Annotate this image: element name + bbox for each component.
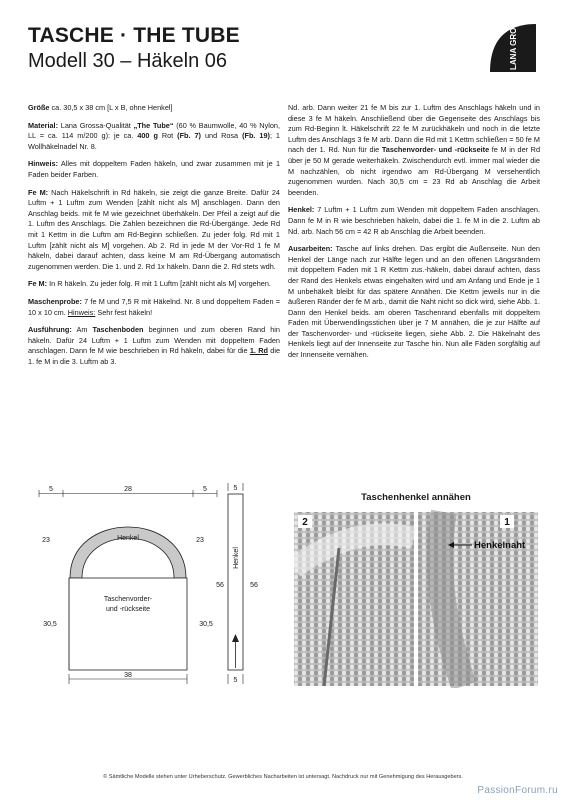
- gauge-text: 7 fe M und 7,5 R mit Häkelnd. Nr. 8 und doppeltem Faden = 10 x 10 cm.: [28, 296, 280, 317]
- strap-dim-left: 56: [216, 582, 224, 589]
- strap-label: Henkel: [233, 547, 240, 569]
- execution-text: Am: [71, 325, 93, 335]
- dim-left-305: 30,5: [43, 621, 57, 628]
- finishing-label: Ausarbeiten:: [288, 244, 333, 254]
- execution-bold: Taschenboden: [92, 325, 144, 335]
- material-text: (60 % Baumwolle, 40 % Nylon, LL = ca. 114 m/200 g): je ca.: [28, 120, 280, 141]
- handle-paragraph: [288, 205, 540, 237]
- dim-top-left: 5: [49, 486, 53, 493]
- page-title: TASCHE · THE TUBE: [28, 24, 240, 47]
- execution-label: Ausführung:: [28, 325, 72, 335]
- material-text: und Rosa: [201, 131, 243, 141]
- seam-label: Henkelnaht: [474, 540, 526, 551]
- fem-label: Fe M:: [28, 187, 49, 197]
- bag-label-line1: Taschenvorder-: [103, 596, 153, 603]
- fem-rows-paragraph: [28, 279, 280, 290]
- photo-section-title: Taschenhenkel annähen: [361, 492, 471, 503]
- material-color-7: (Fb. 7): [177, 131, 201, 141]
- instructions-left-column: [28, 103, 280, 374]
- gauge-hint-text: Sehr fest häkeln!: [95, 307, 153, 317]
- instructions-right-column: [288, 103, 540, 368]
- logo-text: LANA GROSSA: [509, 20, 518, 70]
- handle-label: Henkel:: [288, 205, 315, 215]
- page-subtitle: Modell 30 – Häkeln 06: [28, 50, 228, 72]
- execution-round: 1. Rd: [249, 346, 268, 356]
- size-text: ca. 30,5 x 38 cm [L x B, ohne Henkel]: [49, 103, 173, 112]
- execution-text: die 1. fe M in die 3. Luftm ab 3.: [28, 346, 281, 366]
- photo-2-number: 2: [302, 517, 308, 528]
- dim-right-305: 30,5: [199, 621, 213, 628]
- strap-dim-top: 5: [233, 485, 238, 492]
- photo-1: [418, 512, 538, 686]
- photo-section: [294, 492, 538, 688]
- continuation-text: fe M in der Rd über je 50 M gerade weiterhäkeln. Zwischendurch evtl. immer mal wieder die M nachzählen, ob nicht irgendwo am Rd-Übergang M versehentlich zugenommen wurden. Nach 30,5 cm = 23 Rd ab Anschlag die Arbeit beenden.: [288, 145, 541, 197]
- continuation-bold: Taschenvorder- und -rückseite: [381, 145, 490, 155]
- gauge-label: Maschenprobe:: [28, 296, 82, 306]
- lana-grossa-logo: [486, 20, 540, 76]
- bag-label-line2: und -rückseite: [106, 606, 150, 613]
- dim-right-23: 23: [196, 537, 204, 544]
- size-paragraph: [28, 103, 280, 114]
- schematic-diagram: [28, 480, 278, 690]
- finishing-text: Tasche auf links drehen. Das ergibt die Außenseite. Nun den Henkel der Länge nach zur Hälfte legen und an den offenen Längsrändern mit doppeltem Faden mit 1 R Kettm zus.-häkeln, dabei darauf achten, dass der Rand des Henkels etwas eingehalten wird und am Anfang und Ende je 1 M unbehäkelt bleibt für das spätere Annähen. Die Kettm jeweils nur in die äußeren Ränder der fe M arb., damit die Naht nicht so dick wird, siehe Abb. 1. Dann den Henkel beids. am oberen Taschenrand ebenfalls mit doppeltem Faden mit Überwendlingsstichen über je 7 M annähen, die je zur Hälfte auf der Taschenvorder- und -rückseite liegen, siehe Abb. 2. Die Häkelnaht des Henkels liegt auf der Innenseite zur Tasche hin. Nun alle Fäden sorgfältig auf der Innenseite vernähen.: [288, 244, 540, 360]
- size-label: Größe: [28, 103, 50, 112]
- strap-dim-bottom: 5: [233, 677, 238, 684]
- material-text: ; 1 Wollhäkelnadel Nr. 8.: [28, 131, 280, 151]
- hint-label: Hinweis:: [28, 159, 59, 169]
- gauge-hint-label: Hinweis:: [67, 307, 96, 317]
- dim-top-right: 5: [203, 486, 207, 493]
- fem-text: In R häkeln. Zu jeder folg. R mit 1 Luftm [zählt nicht als M] vorgehen.: [47, 279, 271, 289]
- material-text: Rot: [157, 131, 178, 141]
- dim-top-mid: 28: [124, 486, 132, 493]
- strap-dim-right: 56: [250, 582, 258, 589]
- execution-paragraph: [28, 325, 280, 367]
- material-label: Material:: [28, 120, 59, 130]
- material-text: Lana Grossa-Qualität: [58, 120, 134, 130]
- dim-left-23: 23: [42, 537, 50, 544]
- finishing-paragraph: [288, 244, 540, 361]
- continuation-text: Nd. arb. Dann weiter 21 fe M bis zur 1. Luftm des Anschlags häkeln und in diese 3 fe M häkeln. Anschließend über die Gegenseite des Anschlags bis zum Rd-Beginn lt. Häkelschrift 22 fe M zurückhäkeln und noch in die letzte Luftm des Anschlags 3 fe M arb. Dann die Rd mit 1 Kettm schließen = 50 fe M nach der 1. Rd. Nun für die: [288, 103, 540, 155]
- copyright-footer: © Sämtliche Modelle stehen unter Urheberschutz. Gewerbliches Nacharbeiten ist untersagt. Nachdruck nur mit Genehmigung des Herausgebers.: [103, 774, 463, 780]
- gauge-paragraph: [28, 297, 280, 318]
- continuation-paragraph: [288, 103, 540, 198]
- photo-1-number: 1: [504, 517, 510, 528]
- fem-label: Fe M:: [28, 279, 48, 289]
- bag-shape: [69, 578, 187, 670]
- hint-paragraph: [28, 159, 280, 180]
- handle-label: Henkel: [117, 535, 139, 542]
- material-paragraph: [28, 121, 280, 153]
- fem-text: Nach Häkelschrift in Rd häkeln, sie zeigt die ganze Breite. Dafür 24 Luftm + 1 Luftm zum Wenden [zählt nicht als M] anschlagen. Dann den Anschlag beids. mit fe M wie gezeichnet überhäkeln. Der Pfeil a zeigt auf die 1. Luftm des Anschlags. Die Zahlen bezeichnen die Rd-Übergänge. Jede Rd mit 1 Kettm in die Luftm am Rd-Beginn schließen. Zu jeder folg. Rd mit 1 Luftm [zählt nicht als M] vorgehen. Ab 2. Rd in jede M der Vor-Rd 1 fe M häkeln, dabei darauf achten, dass keine M am Rd-Übergang automatisch zugenommen werden. Die 1. und 2. Rd 1x häkeln. Dann die 2. Rd stets wdh.: [28, 187, 280, 271]
- dim-bottom: 38: [124, 672, 132, 679]
- handle-text: 7 Luftm + 1 Luftm zum Wenden mit doppeltem Faden anschlagen. Dann fe M in R wie beschrieben häkeln, dabei die 1. fe M in die 2. Luftm ab Nd. arb. Nach 56 cm = 42 R ab Anschlag die Arbeit beenden.: [288, 205, 540, 236]
- photo-2: [294, 512, 414, 686]
- material-amount: 400 g: [137, 131, 158, 141]
- material-color-19: (Fb. 19): [242, 131, 270, 141]
- material-quality: „The Tube“: [133, 120, 174, 130]
- fem-rounds-paragraph: [28, 188, 280, 273]
- execution-text: beginnen und zum oberen Rand hin häkeln. Dafür 24 Luftm + 1 Luftm zum Wenden mit doppeltem Faden anschlagen. Dann fe M wie beschrieben in Rd häkeln, dabei für die: [28, 325, 280, 356]
- hint-text: Alles mit doppeltem Faden häkeln, und zwar zusammen mit je 1 Faden beider Farben.: [28, 159, 280, 179]
- watermark: PassionForum.ru: [477, 785, 558, 796]
